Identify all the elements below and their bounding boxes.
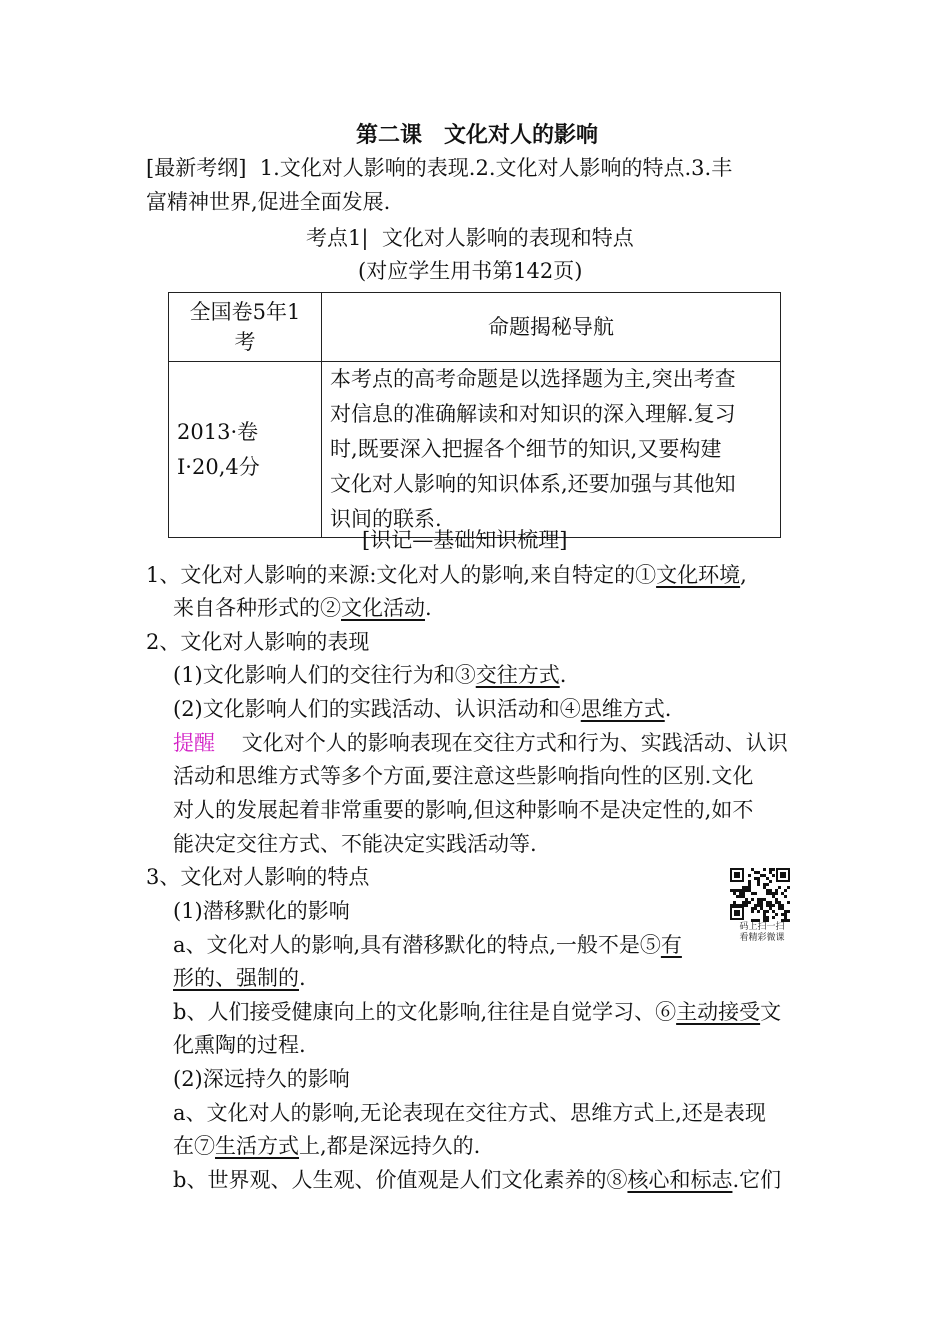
table-row [169, 362, 781, 538]
answer-1: 文化环境 [656, 563, 741, 587]
answer-2: 文化活动 [341, 596, 425, 620]
syllabus-line-1 [146, 158, 732, 179]
answer-3: 交往方式 [475, 663, 560, 687]
s2-point-1 [173, 665, 566, 686]
tip-text: 对人的发展起着非常重要的影响,但这种影响不是决定性的,如不 [173, 798, 754, 822]
table-cell-exam [169, 362, 322, 538]
guide-line: 对信息的准确解读和对知识的深入理解.复习 [330, 402, 736, 426]
section-heading: [识记—基础知识梳理] [362, 528, 568, 552]
exam-info-table [168, 292, 781, 538]
s1-line-1 [146, 565, 747, 586]
s2-heading: 2、文化对人影响的表现 [146, 630, 370, 654]
kaodian-heading [306, 228, 634, 249]
table-cell-years [169, 293, 322, 362]
table-cell-guide-text [322, 362, 781, 538]
guide-line: 时,既要深入把握各个细节的知识,又要构建 [330, 437, 722, 461]
s3-a1-line-1 [173, 935, 682, 956]
s3-b2-line-1 [173, 1170, 781, 1191]
tip-text: 文化对个人的影响表现在交往方式和行为、实践活动、认识 [241, 731, 788, 755]
s1-line-2 [173, 598, 432, 619]
s3-sub-2: (2)深远持久的影响 [173, 1067, 350, 1091]
answer-5: 有 [660, 933, 682, 957]
tip-text: 活动和思维方式等多个方面,要注意这些影响指向性的区别.文化 [173, 764, 754, 788]
s3-text: 在⑦ [173, 1134, 215, 1158]
punct: . [664, 697, 672, 721]
years-line-1: 全国卷5年1 [189, 300, 301, 324]
s3-text: .它们 [732, 1168, 782, 1192]
s2-text: (2)文化影响人们的实践活动、认识活动和④ [173, 697, 581, 721]
answer-7: 生活方式 [215, 1134, 299, 1158]
punct: , [740, 563, 747, 587]
kaodian-title: 文化对人影响的表现和特点 [381, 226, 634, 250]
s3-sub-1: (1)潜移默化的影响 [173, 899, 350, 923]
punct: . [559, 663, 567, 687]
s1-text: 1、文化对人影响的来源:文化对人的影响,来自特定的① [146, 563, 657, 587]
punct: . [425, 596, 432, 620]
tip-text: 能决定交往方式、不能决定实践活动等. [173, 832, 537, 856]
answer-6: 主动接受 [676, 1000, 761, 1024]
guide-line: 识间的联系. [330, 507, 442, 531]
table-cell-guide-header: 命题揭秘导航 [322, 293, 781, 362]
s2-point-2 [173, 699, 671, 720]
syllabus-text-1: 1.文化对人影响的表现.2.文化对人影响的特点.3.丰 [259, 156, 733, 180]
s3-text: 上,都是深远持久的. [299, 1134, 481, 1158]
answer-5-cont: 形的、强制的 [173, 966, 299, 990]
s3-text: a、文化对人的影响,具有潜移默化的特点,一般不是⑤ [173, 933, 661, 957]
guide-line: 本考点的高考命题是以选择题为主,突出考查 [330, 367, 736, 391]
qr-code-icon [728, 866, 792, 922]
kaodian-reference: (对应学生用书第142页) [358, 259, 583, 283]
kaodian-separator: | [361, 226, 369, 250]
exam-line-1: 2013·卷 [177, 419, 259, 444]
tip-line-1 [173, 733, 788, 754]
s3-b1-line-1 [173, 1002, 781, 1023]
tip-label: 提醒 [173, 731, 215, 755]
syllabus-text-2: 富精神世界,促进全面发展. [146, 190, 391, 214]
qr-caption-1: 码上扫一扫 [739, 922, 785, 932]
table-row [169, 293, 781, 362]
qr-caption-2: 看精彩微课 [739, 933, 785, 943]
syllabus-label: [最新考纲] [146, 156, 247, 180]
s3-text: b、世界观、人生观、价值观是人们文化素养的⑧ [173, 1168, 628, 1192]
page-title: 第二课 文化对人的影响 [356, 122, 599, 148]
qr-code[interactable] [728, 866, 796, 944]
s1-text: 来自各种形式的② [173, 596, 341, 620]
s3-text: 文 [760, 1000, 782, 1024]
s3-a2-line-2 [173, 1136, 480, 1157]
answer-4: 思维方式 [580, 697, 665, 721]
answer-8: 核心和标志 [627, 1168, 733, 1192]
s3-b1-line-2: 化熏陶的过程. [173, 1033, 306, 1057]
guide-line: 文化对人影响的知识体系,还要加强与其他知 [330, 472, 736, 496]
years-line-2: 考 [234, 330, 256, 354]
s3-heading: 3、文化对人影响的特点 [146, 865, 370, 889]
s3-a2-line-1: a、文化对人的影响,无论表现在交往方式、思维方式上,还是表现 [173, 1101, 766, 1125]
exam-line-2: Ⅰ·20,4分 [177, 454, 260, 479]
kaodian-label: 考点1 [306, 226, 362, 250]
s2-text: (1)文化影响人们的交往行为和③ [173, 663, 476, 687]
s3-text: b、人们接受健康向上的文化影响,往往是自觉学习、⑥ [173, 1000, 677, 1024]
punct: . [299, 966, 306, 990]
s3-a1-line-2 [173, 968, 306, 989]
